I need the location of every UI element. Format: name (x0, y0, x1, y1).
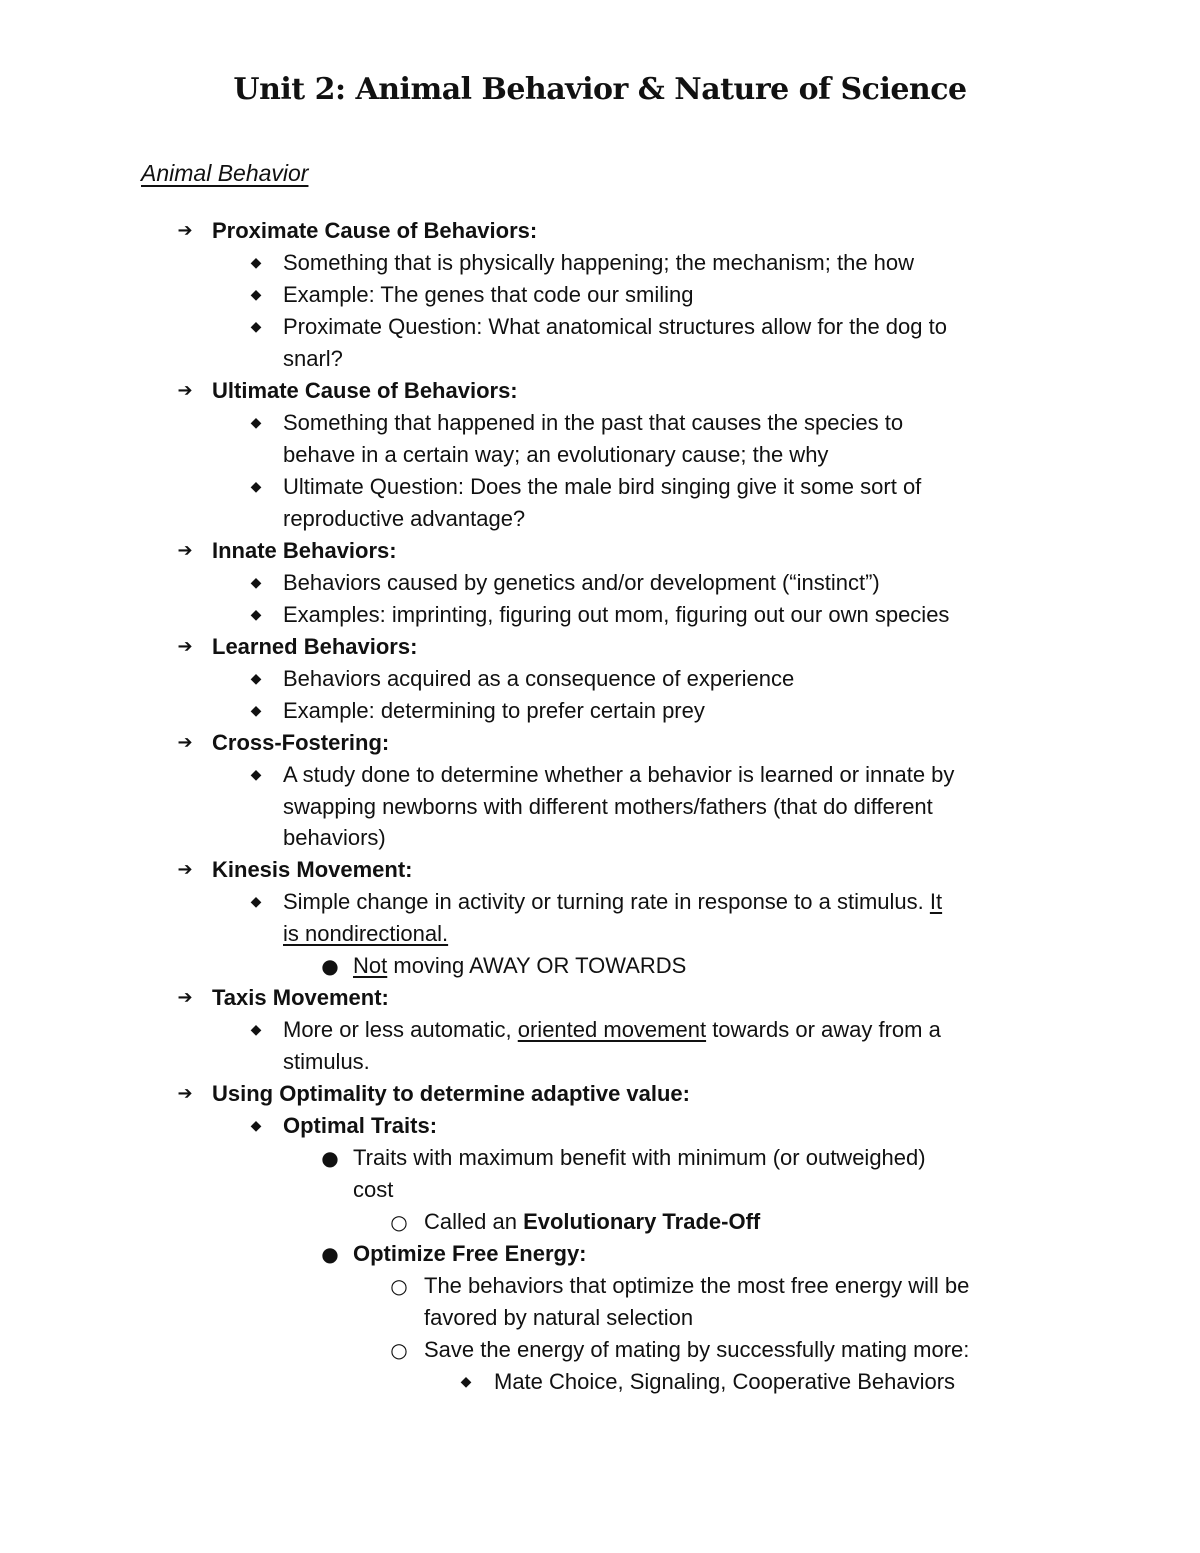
diamond-bullet-icon: ◆ (250, 767, 262, 783)
diamond-bullet-icon: ◆ (250, 703, 262, 719)
diamond-bullet-icon: ◆ (250, 415, 262, 431)
item-heading: Using Optimality to determine adaptive value: (212, 1081, 690, 1106)
diamond-bullet-icon: ◆ (250, 1022, 262, 1038)
diamond-bullet-icon: ◆ (250, 1118, 262, 1134)
list-item (353, 950, 686, 982)
arrow-bullet-icon: ➔ (177, 636, 193, 657)
list-item (283, 886, 942, 918)
list-item (283, 1014, 941, 1046)
circle-bullet-icon: ○ (390, 1210, 408, 1234)
list-item (424, 1206, 760, 1238)
subheading: Optimize Free Energy: (353, 1241, 587, 1266)
diamond-bullet-icon: ◆ (460, 1374, 472, 1390)
list-item: Traits with maximum benefit with minimum (or outweighed) (353, 1145, 926, 1170)
item-heading: Proximate Cause of Behaviors: (212, 218, 538, 243)
text-run: Called an (424, 1209, 524, 1234)
list-item-continuation: stimulus. (283, 1049, 370, 1074)
disc-bullet-icon: ● (321, 954, 339, 978)
arrow-bullet-icon: ➔ (177, 540, 193, 561)
section-heading: Animal Behavior (141, 160, 309, 186)
diamond-bullet-icon: ◆ (250, 894, 262, 910)
arrow-bullet-icon: ➔ (177, 380, 193, 401)
item-heading: Taxis Movement: (212, 985, 389, 1010)
diamond-bullet-icon: ◆ (250, 255, 262, 271)
item-heading: Ultimate Cause of Behaviors: (212, 378, 518, 403)
arrow-bullet-icon: ➔ (177, 987, 193, 1008)
list-item: Save the energy of mating by successfully mating more: (424, 1337, 970, 1362)
bold-text: Evolutionary Trade-Off (523, 1209, 761, 1234)
item-heading: Kinesis Movement: (212, 857, 413, 882)
underlined-text: It (929, 889, 943, 914)
disc-bullet-icon: ● (321, 1146, 339, 1170)
diamond-bullet-icon: ◆ (250, 479, 262, 495)
underlined-text: oriented movement (517, 1017, 707, 1042)
diamond-bullet-icon: ◆ (250, 319, 262, 335)
list-item: Something that is physically happening; the mechanism; the how (283, 250, 915, 275)
list-item-continuation: favored by natural selection (424, 1305, 694, 1330)
arrow-bullet-icon: ➔ (177, 732, 193, 753)
list-item-continuation: behave in a certain way; an evolutionary cause; the why (283, 442, 829, 467)
list-item-continuation: reproductive advantage? (283, 506, 526, 531)
diamond-bullet-icon: ◆ (250, 607, 262, 623)
list-item-continuation: swapping newborns with different mothers/fathers (that do different (283, 794, 933, 819)
diamond-bullet-icon: ◆ (250, 287, 262, 303)
text-run: More or less automatic, (283, 1017, 518, 1042)
underlined-text: Not (353, 953, 388, 978)
list-item: Examples: imprinting, figuring out mom, figuring out our own species (283, 602, 950, 627)
list-item: Proximate Question: What anatomical structures allow for the dog to (283, 314, 947, 339)
item-heading: Innate Behaviors: (212, 538, 397, 563)
text-run: moving AWAY OR TOWARDS (387, 953, 687, 978)
item-heading: Cross-Fostering: (212, 730, 390, 755)
list-item: The behaviors that optimize the most free energy will be (424, 1273, 970, 1298)
list-item-continuation: snarl? (283, 346, 343, 371)
page-title: Unit 2: Animal Behavior & Nature of Science (233, 72, 967, 107)
list-item: Ultimate Question: Does the male bird singing give it some sort of (283, 474, 922, 499)
list-item: Example: determining to prefer certain prey (283, 698, 705, 723)
arrow-bullet-icon: ➔ (177, 859, 193, 880)
list-item: A study done to determine whether a behavior is learned or innate by (283, 762, 955, 787)
text-run: towards or away from a (706, 1017, 941, 1042)
list-item-continuation: is nondirectional. (283, 921, 449, 946)
diamond-bullet-icon: ◆ (250, 575, 262, 591)
list-item: Behaviors acquired as a consequence of experience (283, 666, 795, 691)
circle-bullet-icon: ○ (390, 1274, 408, 1298)
list-item-continuation: behaviors) (283, 825, 386, 850)
text-run: Simple change in activity or turning rate in response to a stimulus. (283, 889, 930, 914)
list-item: Example: The genes that code our smiling (283, 282, 694, 307)
list-item-continuation: cost (353, 1177, 394, 1202)
item-heading: Learned Behaviors: (212, 634, 418, 659)
list-item: Mate Choice, Signaling, Cooperative Behaviors (494, 1369, 956, 1394)
arrow-bullet-icon: ➔ (177, 1083, 193, 1104)
circle-bullet-icon: ○ (390, 1338, 408, 1362)
subheading: Optimal Traits: (283, 1113, 438, 1138)
list-item: Behaviors caused by genetics and/or development (“instinct”) (283, 570, 880, 595)
diamond-bullet-icon: ◆ (250, 671, 262, 687)
arrow-bullet-icon: ➔ (177, 220, 193, 241)
disc-bullet-icon: ● (321, 1242, 339, 1266)
list-item: Something that happened in the past that causes the species to (283, 410, 904, 435)
